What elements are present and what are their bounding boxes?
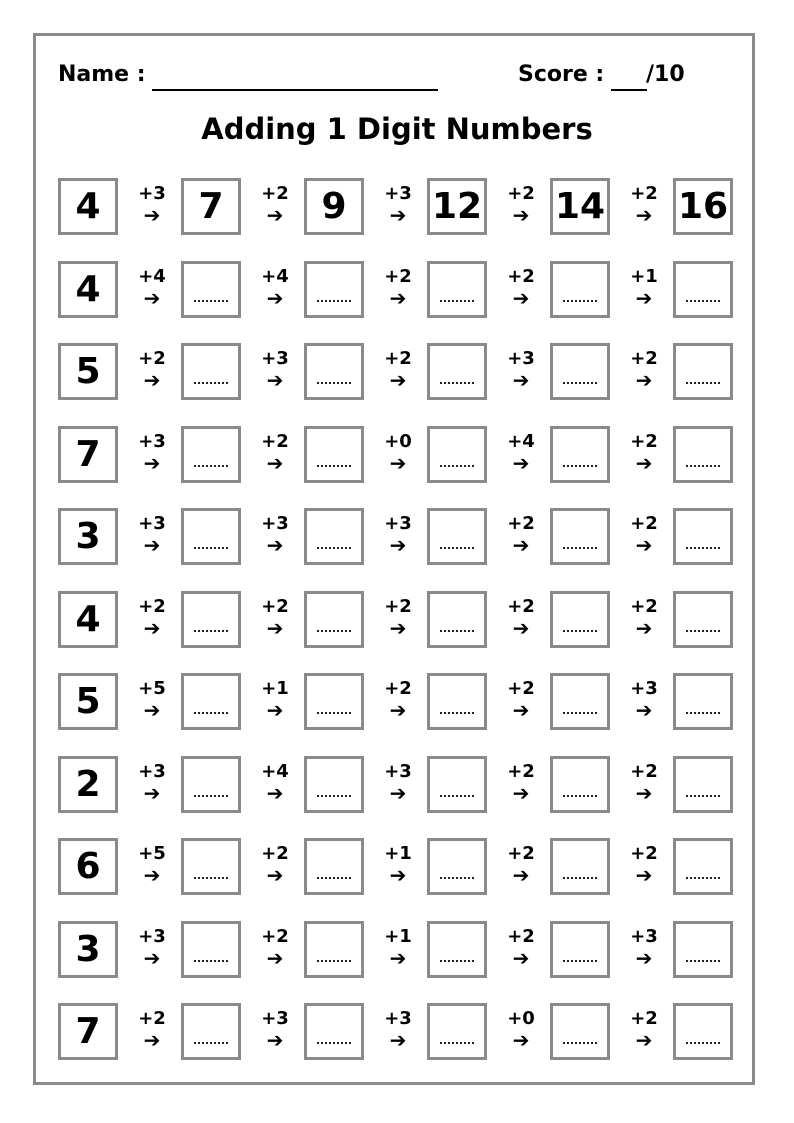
answer-box[interactable] [181, 591, 241, 648]
answer-dotted-line [440, 960, 474, 962]
arrow-right-icon: ➔ [635, 286, 653, 310]
arrow-right-icon: ➔ [266, 368, 284, 392]
addend-label: +3 [138, 431, 166, 452]
answer-box[interactable] [181, 1003, 241, 1060]
addend-label: +2 [507, 513, 535, 534]
addend-label: +4 [261, 266, 289, 287]
answer-dotted-line [686, 465, 720, 467]
add-operation [132, 267, 172, 309]
arrow-right-icon: ➔ [512, 203, 530, 227]
answer-box[interactable] [304, 591, 364, 648]
answer-box[interactable] [427, 1003, 487, 1060]
answer-dotted-line [686, 382, 720, 384]
add-operation [501, 762, 541, 804]
answer-dotted-line [317, 547, 351, 549]
add-operation [255, 1009, 295, 1051]
arrow-right-icon: ➔ [143, 451, 161, 475]
add-operation [378, 762, 418, 804]
answer-dotted-line [317, 300, 351, 302]
answer-dotted-line [563, 712, 597, 714]
answer-dotted-line [563, 1042, 597, 1044]
arrow-right-icon: ➔ [512, 1028, 530, 1052]
addend-label: +2 [507, 266, 535, 287]
answer-box[interactable] [427, 508, 487, 565]
arrow-right-icon: ➔ [512, 863, 530, 887]
add-operation [501, 844, 541, 886]
addend-label: +3 [384, 183, 412, 204]
addend-label: +1 [384, 926, 412, 947]
answer-box[interactable] [304, 838, 364, 895]
add-operation [255, 432, 295, 474]
add-operation [624, 267, 664, 309]
answer-box[interactable] [304, 756, 364, 813]
arrow-right-icon: ➔ [389, 781, 407, 805]
arrow-right-icon: ➔ [512, 286, 530, 310]
arrow-right-icon: ➔ [266, 533, 284, 557]
answer-box-filled: 9 [304, 178, 364, 235]
addend-label: +3 [261, 513, 289, 534]
addend-label: +2 [384, 348, 412, 369]
answer-box[interactable] [673, 1003, 733, 1060]
answer-box[interactable] [550, 756, 610, 813]
arrow-right-icon: ➔ [143, 698, 161, 722]
add-operation [624, 1009, 664, 1051]
addend-label: +2 [630, 596, 658, 617]
addend-label: +2 [261, 926, 289, 947]
answer-dotted-line [317, 877, 351, 879]
add-operation [132, 349, 172, 391]
arrow-right-icon: ➔ [512, 451, 530, 475]
answer-box[interactable] [427, 921, 487, 978]
arrow-right-icon: ➔ [635, 533, 653, 557]
answer-box-filled: 14 [550, 178, 610, 235]
answer-box[interactable] [181, 508, 241, 565]
arrow-right-icon: ➔ [266, 863, 284, 887]
arrow-right-icon: ➔ [389, 698, 407, 722]
addend-label: +2 [630, 513, 658, 534]
addend-label: +3 [630, 678, 658, 699]
arrow-right-icon: ➔ [635, 368, 653, 392]
arrow-right-icon: ➔ [266, 286, 284, 310]
addend-label: +5 [138, 843, 166, 864]
answer-dotted-line [686, 960, 720, 962]
answer-box[interactable] [550, 921, 610, 978]
add-operation [501, 597, 541, 639]
answer-dotted-line [686, 712, 720, 714]
arrow-right-icon: ➔ [389, 533, 407, 557]
add-operation [132, 514, 172, 556]
start-number-box: 7 [58, 1003, 118, 1060]
add-operation [255, 184, 295, 226]
answer-dotted-line [440, 300, 474, 302]
worksheet-title: Adding 1 Digit Numbers [201, 112, 593, 146]
answer-box[interactable] [673, 838, 733, 895]
add-operation [624, 184, 664, 226]
add-operation [501, 679, 541, 721]
arrow-right-icon: ➔ [635, 863, 653, 887]
answer-box[interactable] [304, 921, 364, 978]
addend-label: +3 [384, 1008, 412, 1029]
answer-box[interactable] [304, 508, 364, 565]
add-operation [378, 184, 418, 226]
addend-label: +2 [507, 926, 535, 947]
add-operation [624, 762, 664, 804]
add-operation [255, 762, 295, 804]
add-operation [624, 927, 664, 969]
addend-label: +2 [138, 596, 166, 617]
addend-label: +2 [261, 183, 289, 204]
answer-box[interactable] [673, 426, 733, 483]
answer-box[interactable] [427, 673, 487, 730]
answer-box[interactable] [181, 921, 241, 978]
arrow-right-icon: ➔ [512, 698, 530, 722]
answer-box[interactable] [673, 591, 733, 648]
answer-box[interactable] [181, 426, 241, 483]
add-operation [501, 267, 541, 309]
arrow-right-icon: ➔ [512, 616, 530, 640]
answer-dotted-line [317, 960, 351, 962]
add-operation [132, 1009, 172, 1051]
answer-box-filled: 16 [673, 178, 733, 235]
answer-box[interactable] [673, 756, 733, 813]
answer-box[interactable] [550, 508, 610, 565]
answer-box[interactable] [550, 591, 610, 648]
arrow-right-icon: ➔ [389, 946, 407, 970]
answer-dotted-line [317, 795, 351, 797]
answer-dotted-line [194, 877, 228, 879]
add-operation [624, 679, 664, 721]
answer-dotted-line [563, 795, 597, 797]
arrow-right-icon: ➔ [635, 203, 653, 227]
add-operation [501, 927, 541, 969]
add-operation [624, 349, 664, 391]
answer-dotted-line [686, 1042, 720, 1044]
answer-dotted-line [194, 1042, 228, 1044]
answer-box[interactable] [550, 261, 610, 318]
add-operation [501, 432, 541, 474]
answer-dotted-line [440, 795, 474, 797]
addend-label: +3 [507, 348, 535, 369]
answer-dotted-line [194, 300, 228, 302]
addend-label: +2 [261, 596, 289, 617]
answer-box[interactable] [304, 1003, 364, 1060]
addend-label: +2 [384, 266, 412, 287]
add-operation [378, 927, 418, 969]
start-number-box: 7 [58, 426, 118, 483]
add-operation [255, 679, 295, 721]
add-operation [132, 597, 172, 639]
arrow-right-icon: ➔ [389, 1028, 407, 1052]
addend-label: +2 [507, 843, 535, 864]
answer-box[interactable] [550, 673, 610, 730]
name-label: Name : [58, 62, 146, 87]
answer-box[interactable] [673, 673, 733, 730]
arrow-right-icon: ➔ [635, 698, 653, 722]
arrow-right-icon: ➔ [635, 1028, 653, 1052]
arrow-right-icon: ➔ [143, 533, 161, 557]
addend-label: +2 [384, 596, 412, 617]
addend-label: +2 [507, 596, 535, 617]
arrow-right-icon: ➔ [389, 286, 407, 310]
add-operation [132, 184, 172, 226]
add-operation [624, 514, 664, 556]
answer-dotted-line [563, 547, 597, 549]
addend-label: +2 [630, 183, 658, 204]
start-number-box: 4 [58, 178, 118, 235]
add-operation [378, 349, 418, 391]
addend-label: +1 [630, 266, 658, 287]
arrow-right-icon: ➔ [143, 863, 161, 887]
addend-label: +2 [384, 678, 412, 699]
addend-label: +1 [384, 843, 412, 864]
addend-label: +2 [630, 761, 658, 782]
arrow-right-icon: ➔ [389, 368, 407, 392]
arrow-right-icon: ➔ [389, 863, 407, 887]
answer-dotted-line [563, 960, 597, 962]
answer-dotted-line [317, 465, 351, 467]
arrow-right-icon: ➔ [512, 368, 530, 392]
answer-box[interactable] [550, 343, 610, 400]
arrow-right-icon: ➔ [143, 616, 161, 640]
answer-box[interactable] [181, 838, 241, 895]
answer-dotted-line [194, 465, 228, 467]
start-number-box: 6 [58, 838, 118, 895]
answer-box[interactable] [427, 838, 487, 895]
addend-label: +3 [261, 1008, 289, 1029]
add-operation [255, 927, 295, 969]
answer-dotted-line [686, 547, 720, 549]
addend-label: +0 [384, 431, 412, 452]
answer-dotted-line [440, 1042, 474, 1044]
start-number-box: 5 [58, 343, 118, 400]
answer-dotted-line [686, 877, 720, 879]
add-operation [501, 1009, 541, 1051]
add-operation [624, 432, 664, 474]
arrow-right-icon: ➔ [512, 781, 530, 805]
answer-dotted-line [563, 630, 597, 632]
answer-dotted-line [686, 300, 720, 302]
answer-box[interactable] [427, 261, 487, 318]
arrow-right-icon: ➔ [143, 1028, 161, 1052]
start-number-box: 4 [58, 591, 118, 648]
addend-label: +3 [630, 926, 658, 947]
arrow-right-icon: ➔ [389, 616, 407, 640]
answer-dotted-line [686, 630, 720, 632]
answer-box[interactable] [427, 591, 487, 648]
addend-label: +3 [261, 348, 289, 369]
arrow-right-icon: ➔ [143, 946, 161, 970]
answer-box[interactable] [673, 343, 733, 400]
add-operation [378, 514, 418, 556]
answer-box-filled: 12 [427, 178, 487, 235]
answer-box[interactable] [304, 261, 364, 318]
answer-dotted-line [440, 382, 474, 384]
answer-box[interactable] [550, 838, 610, 895]
start-number-box: 3 [58, 921, 118, 978]
answer-dotted-line [686, 795, 720, 797]
add-operation [378, 432, 418, 474]
answer-box[interactable] [304, 343, 364, 400]
answer-dotted-line [440, 465, 474, 467]
arrow-right-icon: ➔ [143, 203, 161, 227]
answer-dotted-line [194, 630, 228, 632]
answer-dotted-line [194, 795, 228, 797]
arrow-right-icon: ➔ [266, 781, 284, 805]
arrow-right-icon: ➔ [143, 781, 161, 805]
answer-box[interactable] [427, 343, 487, 400]
addend-label: +1 [261, 678, 289, 699]
arrow-right-icon: ➔ [635, 616, 653, 640]
arrow-right-icon: ➔ [389, 203, 407, 227]
score-label: Score : [518, 62, 605, 87]
answer-box[interactable] [427, 756, 487, 813]
answer-box[interactable] [550, 1003, 610, 1060]
addend-label: +3 [138, 183, 166, 204]
add-operation [624, 844, 664, 886]
addend-label: +2 [630, 348, 658, 369]
add-operation [378, 679, 418, 721]
add-operation [255, 267, 295, 309]
addend-label: +5 [138, 678, 166, 699]
add-operation [378, 844, 418, 886]
answer-box[interactable] [673, 261, 733, 318]
addend-label: +4 [138, 266, 166, 287]
start-number-box: 2 [58, 756, 118, 813]
add-operation [501, 349, 541, 391]
answer-dotted-line [194, 960, 228, 962]
arrow-right-icon: ➔ [143, 368, 161, 392]
add-operation [132, 927, 172, 969]
arrow-right-icon: ➔ [512, 533, 530, 557]
answer-dotted-line [440, 630, 474, 632]
answer-dotted-line [440, 712, 474, 714]
add-operation [255, 349, 295, 391]
start-number-box: 3 [58, 508, 118, 565]
answer-box[interactable] [673, 508, 733, 565]
answer-box[interactable] [181, 673, 241, 730]
arrow-right-icon: ➔ [266, 616, 284, 640]
addend-label: +3 [384, 513, 412, 534]
add-operation [132, 844, 172, 886]
start-number-box: 4 [58, 261, 118, 318]
addend-label: +2 [630, 431, 658, 452]
addend-label: +3 [138, 513, 166, 534]
addend-label: +3 [138, 761, 166, 782]
add-operation [378, 597, 418, 639]
answer-box[interactable] [181, 261, 241, 318]
score-total: /10 [646, 62, 685, 87]
arrow-right-icon: ➔ [266, 698, 284, 722]
answer-dotted-line [563, 382, 597, 384]
arrow-right-icon: ➔ [635, 451, 653, 475]
addend-label: +2 [261, 431, 289, 452]
arrow-right-icon: ➔ [635, 781, 653, 805]
answer-dotted-line [194, 547, 228, 549]
answer-dotted-line [194, 712, 228, 714]
addend-label: +0 [507, 1008, 535, 1029]
addend-label: +4 [507, 431, 535, 452]
start-number-box: 5 [58, 673, 118, 730]
arrow-right-icon: ➔ [389, 451, 407, 475]
add-operation [132, 432, 172, 474]
answer-box[interactable] [181, 343, 241, 400]
arrow-right-icon: ➔ [266, 1028, 284, 1052]
addend-label: +3 [138, 926, 166, 947]
answer-dotted-line [440, 877, 474, 879]
answer-dotted-line [440, 547, 474, 549]
answer-dotted-line [194, 382, 228, 384]
addend-label: +2 [138, 348, 166, 369]
answer-box-filled: 7 [181, 178, 241, 235]
addend-label: +2 [261, 843, 289, 864]
answer-box[interactable] [181, 756, 241, 813]
answer-box[interactable] [304, 673, 364, 730]
arrow-right-icon: ➔ [512, 946, 530, 970]
arrow-right-icon: ➔ [266, 203, 284, 227]
add-operation [255, 514, 295, 556]
answer-dotted-line [317, 630, 351, 632]
answer-dotted-line [317, 382, 351, 384]
add-operation [255, 844, 295, 886]
answer-dotted-line [563, 300, 597, 302]
answer-dotted-line [317, 712, 351, 714]
answer-dotted-line [317, 1042, 351, 1044]
answer-box[interactable] [550, 426, 610, 483]
add-operation [501, 184, 541, 226]
add-operation [255, 597, 295, 639]
answer-box[interactable] [304, 426, 364, 483]
arrow-right-icon: ➔ [266, 946, 284, 970]
add-operation [132, 762, 172, 804]
addend-label: +2 [630, 1008, 658, 1029]
addend-label: +4 [261, 761, 289, 782]
answer-dotted-line [563, 877, 597, 879]
addend-label: +2 [507, 678, 535, 699]
arrow-right-icon: ➔ [143, 286, 161, 310]
add-operation [132, 679, 172, 721]
addend-label: +2 [138, 1008, 166, 1029]
addend-label: +2 [507, 183, 535, 204]
answer-box[interactable] [673, 921, 733, 978]
add-operation [378, 1009, 418, 1051]
add-operation [624, 597, 664, 639]
add-operation [378, 267, 418, 309]
arrow-right-icon: ➔ [266, 451, 284, 475]
addend-label: +3 [384, 761, 412, 782]
answer-dotted-line [563, 465, 597, 467]
addend-label: +2 [630, 843, 658, 864]
add-operation [501, 514, 541, 556]
addend-label: +2 [507, 761, 535, 782]
arrow-right-icon: ➔ [635, 946, 653, 970]
answer-box[interactable] [427, 426, 487, 483]
